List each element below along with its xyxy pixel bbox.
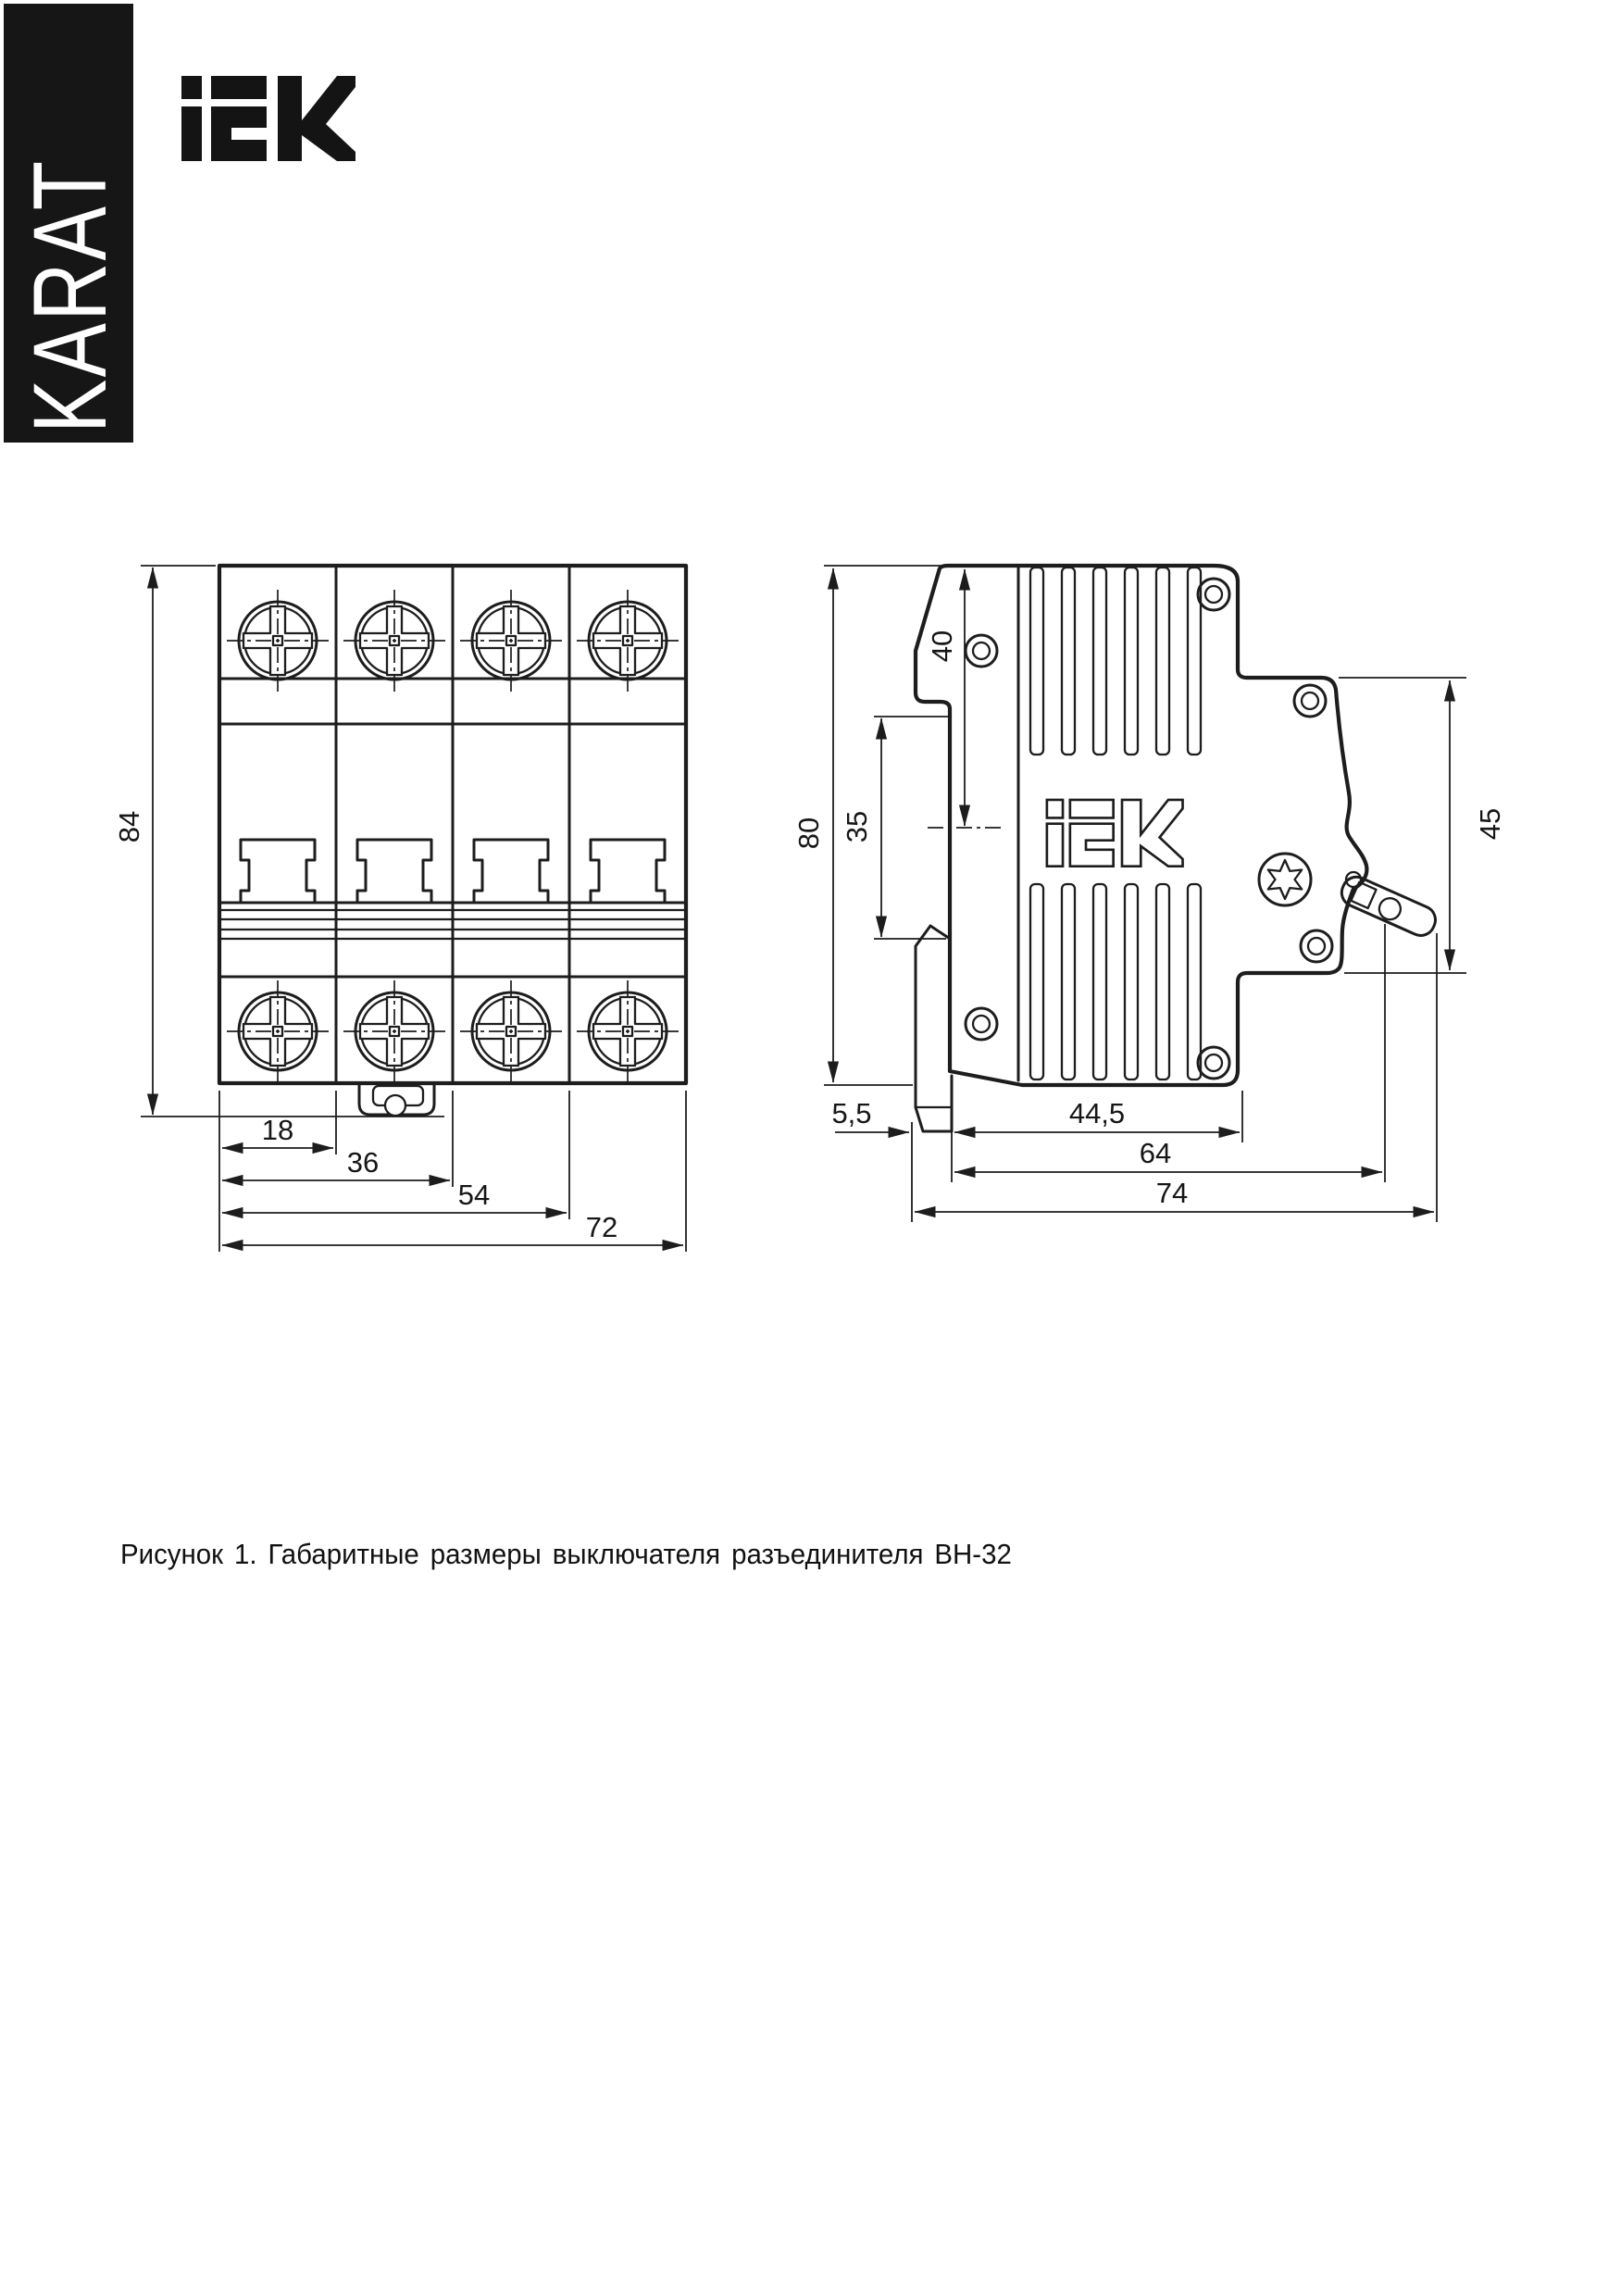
din-clip-icon bbox=[359, 1083, 434, 1116]
front-view-drawing bbox=[113, 566, 686, 1252]
figure-caption: Рисунок 1. Габаритные размеры выключателя разъединителя ВН-32 bbox=[120, 1539, 1012, 1571]
mounting-boss-icon bbox=[1301, 930, 1332, 962]
din-clip-side-icon bbox=[916, 926, 952, 1131]
dim-mid-depth-label: 64 bbox=[1139, 1137, 1172, 1169]
phillips-screw-icon bbox=[227, 980, 329, 1082]
iek-embossed-logo-icon bbox=[1047, 800, 1183, 867]
phillips-screw-icon bbox=[227, 590, 329, 692]
mounting-boss-icon bbox=[966, 635, 997, 667]
dim-two-poles-label: 36 bbox=[346, 1146, 380, 1179]
dim-total-width-label: 72 bbox=[585, 1211, 618, 1243]
dim-din-rail-label: 35 bbox=[841, 810, 873, 843]
toggle-handle bbox=[357, 840, 431, 903]
dim-body-depth-label: 44,5 bbox=[1068, 1097, 1126, 1129]
phillips-screw-icon bbox=[343, 590, 445, 692]
dim-side-height-label: 80 bbox=[792, 817, 825, 850]
mounting-boss-icon bbox=[1198, 579, 1229, 610]
dim-three-poles-label: 54 bbox=[457, 1179, 491, 1211]
toggle-handle bbox=[591, 840, 665, 903]
phillips-screw-icon bbox=[460, 980, 562, 1082]
toggle-handle bbox=[474, 840, 548, 903]
dim-side-depths bbox=[831, 924, 1437, 1222]
ventilation-slots-top bbox=[1030, 568, 1201, 755]
phillips-screw-icon bbox=[577, 980, 679, 1082]
karat-brand-text: KARAT bbox=[12, 158, 129, 433]
mounting-boss-icon bbox=[1294, 685, 1326, 717]
dim-front-height-label: 84 bbox=[113, 810, 145, 843]
dim-total-depth-label: 74 bbox=[1155, 1177, 1189, 1209]
mounting-boss-icon bbox=[1198, 1047, 1229, 1079]
dim-din-top-label: 40 bbox=[926, 630, 958, 663]
iek-logo-icon bbox=[181, 76, 355, 161]
toggle-handle bbox=[241, 840, 315, 903]
mounting-boss-icon bbox=[966, 1008, 997, 1040]
dim-module-label: 18 bbox=[261, 1114, 294, 1146]
phillips-screw-icon bbox=[343, 980, 445, 1082]
dim-din-top bbox=[926, 569, 1004, 828]
latch-flag-icon bbox=[1338, 873, 1440, 941]
dim-front-widths bbox=[219, 1091, 686, 1252]
side-view-drawing bbox=[792, 566, 1506, 1222]
dim-front-face-label: 45 bbox=[1474, 807, 1506, 841]
dim-tab-label: 5,5 bbox=[831, 1097, 872, 1129]
phillips-screw-icon bbox=[577, 590, 679, 692]
karat-banner bbox=[4, 4, 133, 443]
torx-screw-icon bbox=[1259, 854, 1311, 905]
ventilation-slots-bottom bbox=[1030, 884, 1201, 1079]
phillips-screw-icon bbox=[460, 590, 562, 692]
